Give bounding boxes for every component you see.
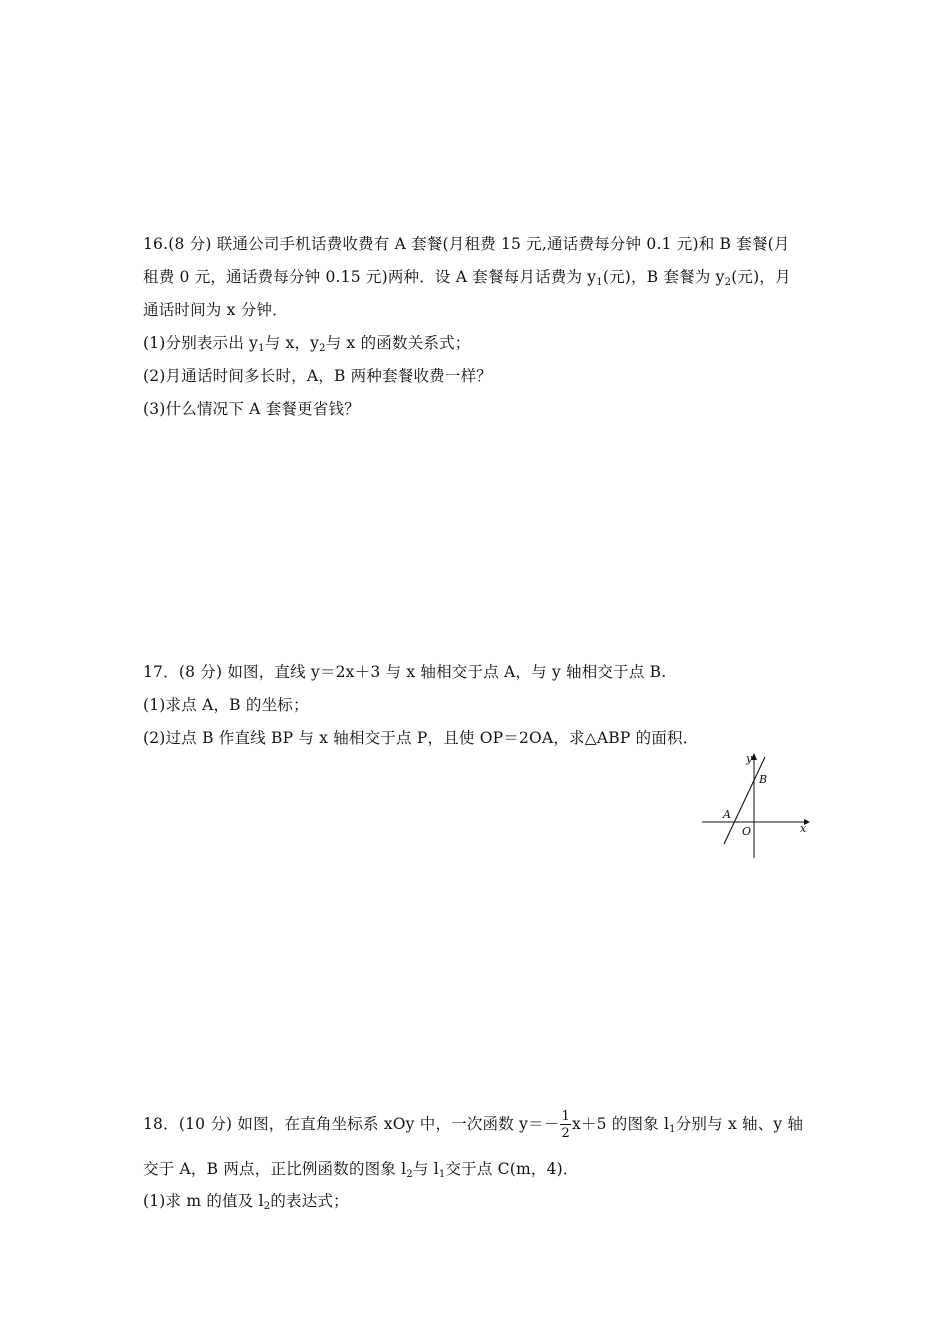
q16-stem-line3: 通话时间为 x 分钟． — [143, 301, 288, 319]
q16-stem-line2: 租费 0 元，通话费每分钟 0.15 元)两种．设 A 套餐每月话费为 $y_1$(元)，B 套餐为 $y_2$(元)，月 — [143, 268, 791, 288]
q16-part3: (3)什么情况下 A 套餐更省钱？ — [143, 400, 360, 418]
x-axis-label: x — [800, 822, 807, 835]
q18-part1: (1)求 m 的值及 $l_2$的表达式； — [143, 1192, 349, 1212]
y-axis-label: y — [746, 752, 753, 765]
q16-part1: (1)分别表示出 $y_1$与 x，$y_2$与 x 的函数关系式； — [143, 334, 471, 354]
point-b-label: B — [759, 773, 768, 786]
q18-stem-line1: 18．(10 分) 如图，在直角坐标系 xOy 中，一次函数 y＝－ $\frac{1}{2}$ x＋5 的图象 $l_1$分别与 x 轴、y 轴 — [143, 1109, 804, 1141]
q17-stem: 17．(8 分) 如图，直线 y＝2x＋3 与 x 轴相交于点 A，与 y 轴相交于点 B. — [143, 663, 667, 681]
q16-stem-line1: 16.(8 分) 联通公司手机话费收费有 A 套餐(月租费 15 元,通话费每分钟 0.1 元)和 B 套餐(月 — [143, 235, 790, 253]
origin-label: O — [742, 825, 752, 838]
q17-part1: (1)求点 A，B 的坐标； — [143, 696, 309, 714]
q17-part2: (2)过点 B 作直线 BP 与 x 轴相交于点 P，且使 OP＝2OA，求△ABP 的面积． — [143, 729, 699, 747]
fraction-one-half: $\frac{1}{2}$ — [561, 1109, 570, 1141]
q18-stem-line2: 交于 A，B 两点，正比例函数的图象 $l_2$与 $l_1$交于点 C(m，4)． — [143, 1160, 579, 1180]
q16-part2: (2)月通话时间多长时，A，B 两种套餐收费一样？ — [143, 367, 492, 385]
q17-coordinate-figure — [700, 752, 812, 862]
point-a-label: A — [723, 808, 731, 821]
